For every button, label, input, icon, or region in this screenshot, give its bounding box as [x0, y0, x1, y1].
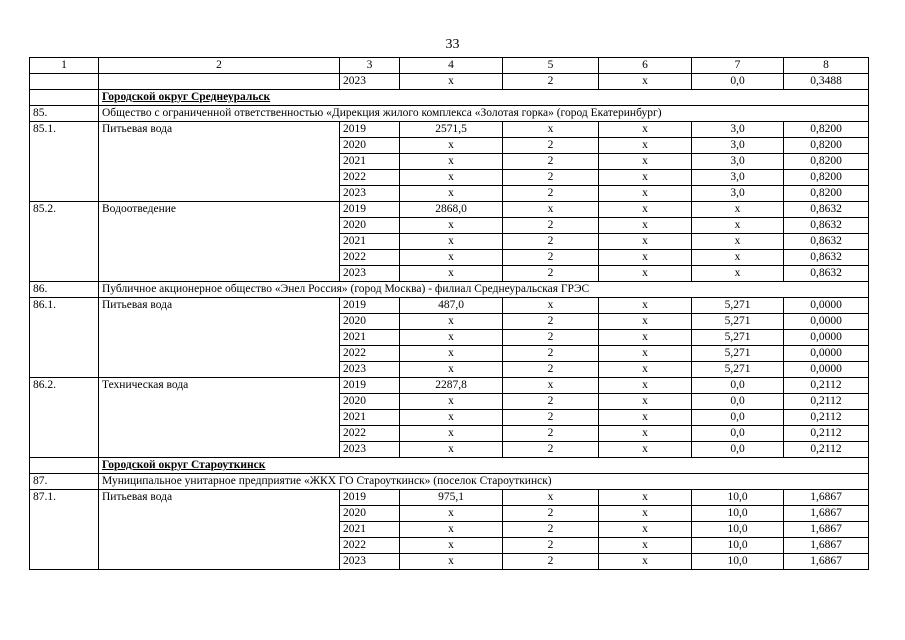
value-cell: 5,271	[692, 298, 784, 314]
value-cell: 5,271	[692, 346, 784, 362]
district-cell	[99, 90, 869, 106]
header-cell: 2	[99, 58, 340, 74]
year-cell: 2021	[340, 410, 400, 426]
organization-row	[30, 106, 869, 122]
value-cell: x	[400, 170, 503, 186]
value-cell: x	[599, 426, 692, 442]
value-cell: 2	[503, 394, 599, 410]
value-cell: x	[503, 122, 599, 138]
value-cell: x	[599, 362, 692, 378]
table-row	[30, 298, 869, 314]
value-cell: x	[599, 522, 692, 538]
table-row	[30, 490, 869, 506]
value-cell: x	[599, 506, 692, 522]
value-cell: 5,271	[692, 362, 784, 378]
value-cell: 1,6867	[784, 554, 869, 570]
value-cell: x	[400, 314, 503, 330]
value-cell: 3,0	[692, 186, 784, 202]
value-cell: 0,8200	[784, 122, 869, 138]
value-cell: x	[503, 378, 599, 394]
year-cell: 2023	[340, 442, 400, 458]
page-number: 33	[445, 37, 460, 52]
empty-cell	[30, 90, 99, 106]
value-cell: 2	[503, 506, 599, 522]
value-cell: 2868,0	[400, 202, 503, 218]
header-cell: 4	[400, 58, 503, 74]
service-name: Техническая вода	[99, 378, 340, 458]
year-cell: 2022	[340, 250, 400, 266]
value-cell: x	[400, 410, 503, 426]
value-cell: x	[400, 538, 503, 554]
value-cell: x	[400, 266, 503, 282]
value-cell: x	[599, 74, 692, 90]
value-cell: 2	[503, 314, 599, 330]
year-cell: 2022	[340, 426, 400, 442]
value-cell: x	[503, 298, 599, 314]
service-name: Питьевая вода	[99, 298, 340, 378]
value-cell: x	[599, 234, 692, 250]
value-cell: 0,8632	[784, 234, 869, 250]
year-cell: 2022	[340, 538, 400, 554]
value-cell: 0,0	[692, 442, 784, 458]
value-cell: 1,6867	[784, 538, 869, 554]
value-cell: x	[599, 442, 692, 458]
value-cell: 2	[503, 266, 599, 282]
value-cell: 10,0	[692, 522, 784, 538]
value-cell: 2	[503, 218, 599, 234]
year-cell: 2020	[340, 314, 400, 330]
value-cell: x	[599, 330, 692, 346]
value-cell: x	[400, 522, 503, 538]
org-name: Общество с ограниченной ответственностью «Дирекция жилого комплекса «Золотая горка» (город Екатеринбург)	[99, 106, 869, 122]
value-cell: 2	[503, 138, 599, 154]
district-name: Городской округ Среднеуральск	[102, 91, 271, 103]
value-cell: 0,3488	[784, 74, 869, 90]
year-cell: 2021	[340, 522, 400, 538]
value-cell: x	[400, 186, 503, 202]
value-cell: x	[599, 378, 692, 394]
value-cell: x	[599, 202, 692, 218]
value-cell: x	[400, 218, 503, 234]
district-name: Городской округ Староуткинск	[102, 459, 266, 471]
table-row	[30, 202, 869, 218]
value-cell: 0,2112	[784, 426, 869, 442]
value-cell: x	[599, 410, 692, 426]
value-cell: 2287,8	[400, 378, 503, 394]
year-cell: 2023	[340, 362, 400, 378]
value-cell: 10,0	[692, 506, 784, 522]
header-cell: 8	[784, 58, 869, 74]
header-cell: 1	[30, 58, 99, 74]
value-cell: x	[599, 554, 692, 570]
value-cell: 2	[503, 250, 599, 266]
value-cell: x	[503, 202, 599, 218]
value-cell: 1,6867	[784, 522, 869, 538]
organization-row	[30, 474, 869, 490]
value-cell: x	[599, 218, 692, 234]
value-cell: 0,2112	[784, 378, 869, 394]
value-cell: 0,0000	[784, 362, 869, 378]
value-cell: 5,271	[692, 330, 784, 346]
service-number: 86.1.	[30, 298, 99, 378]
continued-row	[30, 74, 869, 90]
year-cell: 2021	[340, 234, 400, 250]
value-cell: x	[400, 362, 503, 378]
table-row	[30, 122, 869, 138]
value-cell: x	[599, 298, 692, 314]
value-cell: 0,8200	[784, 138, 869, 154]
value-cell: x	[599, 170, 692, 186]
value-cell: 975,1	[400, 490, 503, 506]
header-row	[30, 58, 869, 74]
value-cell: 2	[503, 186, 599, 202]
header-cell: 3	[340, 58, 400, 74]
org-number: 87.	[30, 474, 99, 490]
value-cell: x	[400, 426, 503, 442]
value-cell: 2	[503, 410, 599, 426]
district-cell	[99, 458, 869, 474]
value-cell: x	[599, 154, 692, 170]
org-name: Публичное акционерное общество «Энел Россия» (город Москва) - филиал Среднеуральская ГРЭС	[99, 282, 869, 298]
value-cell: 0,0	[692, 74, 784, 90]
value-cell: 3,0	[692, 170, 784, 186]
value-cell: x	[692, 266, 784, 282]
value-cell: x	[400, 442, 503, 458]
organization-row	[30, 282, 869, 298]
value-cell: 0,8632	[784, 218, 869, 234]
value-cell: x	[692, 250, 784, 266]
value-cell: x	[599, 346, 692, 362]
year-cell: 2019	[340, 298, 400, 314]
value-cell: 0,0	[692, 426, 784, 442]
org-name: Муниципальное унитарное предприятие «ЖКХ ГО Староуткинск» (поселок Староуткинск)	[99, 474, 869, 490]
value-cell: x	[400, 154, 503, 170]
year-cell: 2020	[340, 394, 400, 410]
service-name: Водоотведение	[99, 202, 340, 282]
empty-cell	[30, 74, 99, 90]
year-cell: 2020	[340, 218, 400, 234]
value-cell: 487,0	[400, 298, 503, 314]
value-cell: x	[400, 554, 503, 570]
value-cell: x	[400, 330, 503, 346]
value-cell: 1,6867	[784, 506, 869, 522]
year-cell: 2023	[340, 186, 400, 202]
value-cell: 0,8632	[784, 202, 869, 218]
value-cell: x	[400, 394, 503, 410]
year-cell: 2023	[340, 266, 400, 282]
value-cell: 0,0	[692, 378, 784, 394]
value-cell: 0,0000	[784, 330, 869, 346]
year-cell: 2019	[340, 122, 400, 138]
value-cell: x	[400, 138, 503, 154]
value-cell: x	[400, 74, 503, 90]
year-cell: 2022	[340, 170, 400, 186]
value-cell: x	[503, 490, 599, 506]
value-cell: x	[599, 138, 692, 154]
value-cell: 10,0	[692, 490, 784, 506]
header-cell: 5	[503, 58, 599, 74]
value-cell: 0,0000	[784, 346, 869, 362]
year-cell: 2021	[340, 330, 400, 346]
value-cell: 2571,5	[400, 122, 503, 138]
value-cell: x	[599, 314, 692, 330]
value-cell: 2	[503, 330, 599, 346]
year-cell: 2019	[340, 202, 400, 218]
value-cell: 0,8632	[784, 250, 869, 266]
service-number: 86.2.	[30, 378, 99, 458]
value-cell: 0,8200	[784, 170, 869, 186]
service-number: 87.1.	[30, 490, 99, 570]
value-cell: 2	[503, 554, 599, 570]
value-cell: x	[692, 234, 784, 250]
value-cell: 0,0000	[784, 298, 869, 314]
empty-cell	[30, 458, 99, 474]
value-cell: 0,8200	[784, 154, 869, 170]
year-cell: 2023	[340, 74, 400, 90]
value-cell: 0,0000	[784, 314, 869, 330]
value-cell: 0,8632	[784, 266, 869, 282]
value-cell: 2	[503, 426, 599, 442]
header-cell: 7	[692, 58, 784, 74]
value-cell: x	[400, 506, 503, 522]
org-number: 85.	[30, 106, 99, 122]
year-cell: 2023	[340, 554, 400, 570]
empty-cell	[99, 74, 340, 90]
value-cell: 3,0	[692, 138, 784, 154]
value-cell: x	[599, 250, 692, 266]
district-row	[30, 90, 869, 106]
value-cell: x	[599, 490, 692, 506]
org-number: 86.	[30, 282, 99, 298]
value-cell: x	[692, 202, 784, 218]
year-cell: 2019	[340, 378, 400, 394]
value-cell: 2	[503, 234, 599, 250]
value-cell: 5,271	[692, 314, 784, 330]
year-cell: 2020	[340, 506, 400, 522]
value-cell: 2	[503, 522, 599, 538]
value-cell: 2	[503, 362, 599, 378]
value-cell: 0,2112	[784, 442, 869, 458]
value-cell: x	[692, 218, 784, 234]
year-cell: 2020	[340, 138, 400, 154]
value-cell: x	[599, 186, 692, 202]
value-cell: 0,0	[692, 410, 784, 426]
year-cell: 2019	[340, 490, 400, 506]
value-cell: 0,2112	[784, 410, 869, 426]
service-name: Питьевая вода	[99, 490, 340, 570]
table-row	[30, 378, 869, 394]
value-cell: 3,0	[692, 122, 784, 138]
value-cell: 2	[503, 154, 599, 170]
tariff-table	[29, 57, 869, 570]
value-cell: 3,0	[692, 154, 784, 170]
value-cell: 2	[503, 74, 599, 90]
service-name: Питьевая вода	[99, 122, 340, 202]
service-number: 85.1.	[30, 122, 99, 202]
value-cell: 2	[503, 538, 599, 554]
value-cell: 0,0	[692, 394, 784, 410]
value-cell: x	[400, 250, 503, 266]
district-row	[30, 458, 869, 474]
service-number: 85.2.	[30, 202, 99, 282]
header-cell: 6	[599, 58, 692, 74]
value-cell: 10,0	[692, 554, 784, 570]
value-cell: x	[400, 234, 503, 250]
value-cell: x	[599, 266, 692, 282]
value-cell: 2	[503, 346, 599, 362]
value-cell: 2	[503, 170, 599, 186]
year-cell: 2021	[340, 154, 400, 170]
year-cell: 2022	[340, 346, 400, 362]
value-cell: 0,8200	[784, 186, 869, 202]
value-cell: x	[400, 346, 503, 362]
value-cell: 2	[503, 442, 599, 458]
value-cell: x	[599, 122, 692, 138]
value-cell: x	[599, 394, 692, 410]
value-cell: 10,0	[692, 538, 784, 554]
value-cell: 0,2112	[784, 394, 869, 410]
value-cell: x	[599, 538, 692, 554]
value-cell: 1,6867	[784, 490, 869, 506]
